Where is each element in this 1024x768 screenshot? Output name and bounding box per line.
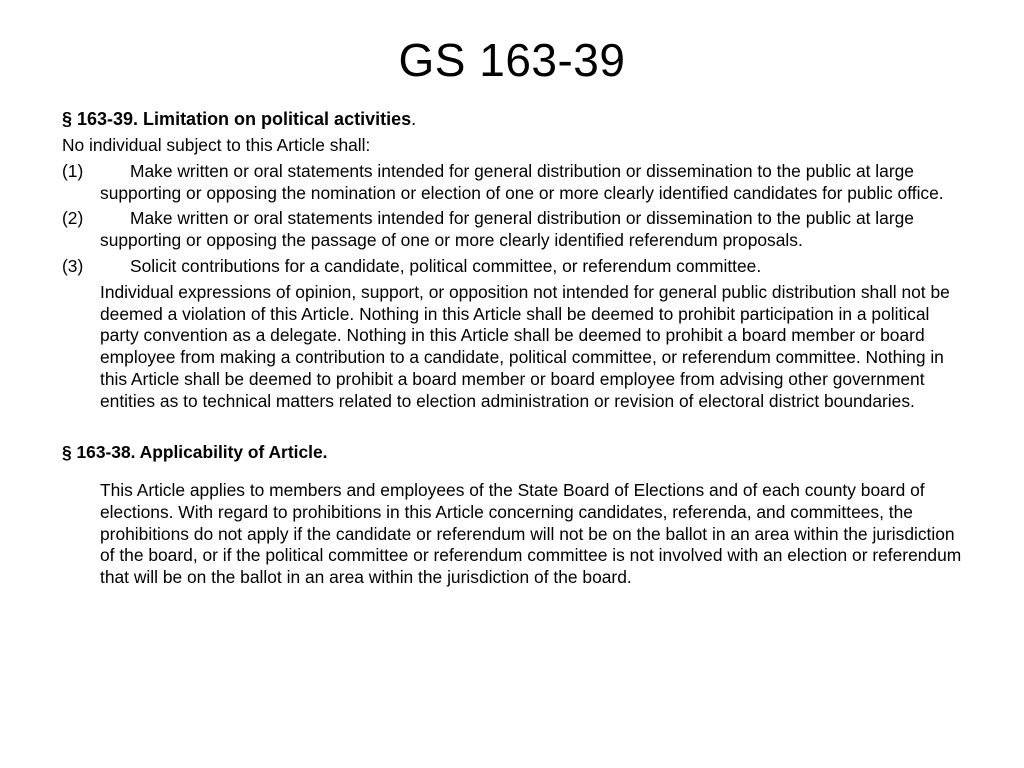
slide-title: GS 163-39: [398, 34, 626, 86]
section-163-38-text: This Article applies to members and employees of the State Board of Elections and of each county board of elections. With regard to prohibitions in this Article concerning candidates, referenda, and committees, the prohibitions do not apply if the candidate or referendum will not be on the ballot in an area within the jurisdiction of the board, or if the political committee or referendum committee is not involved with an election or referendum that will be on the ballot in an area within the jurisdiction of the board.: [100, 479, 962, 588]
section-163-38-heading: § 163-38. Applicability of Article.: [62, 441, 328, 462]
section-163-39-heading: [62, 107, 962, 131]
section-163-39-heading-text: § 163-39. Limitation on political activities: [62, 109, 412, 129]
section-163-39-intro: No individual subject to this Article shall:: [62, 135, 371, 155]
slide-body: [62, 107, 962, 589]
list-item-1: [62, 161, 962, 205]
list-item-2: [62, 208, 962, 252]
list-item-number: (1): [62, 160, 84, 181]
list-item-number: (2): [62, 208, 84, 229]
section-163-39-closing: Individual expressions of opinion, support, or opposition not intended for general public distribution shall not be deemed a violation of this Article. Nothing in this Article shall be deemed to prohibit participation in a political party convention as a delegate. Nothing in this Article shall be deemed to prohibit a board member or board employee from making a contribution to a candidate, political committee, or referendum committee. Nothing in this Article shall be deemed to prohibit a board member or board employee from advising other government entities as to technical matters related to election administration or revision of electoral district boundaries.: [100, 281, 950, 411]
list-item-number: (3): [62, 255, 84, 276]
section-163-39-heading-period: .: [411, 109, 417, 129]
list-item-3: [62, 256, 962, 278]
list-item-text: Make written or oral statements intended for general distribution or dissemination to the public at large supporting or opposing the passage of one or more clearly identified referendum proposals.: [100, 208, 914, 251]
list-item-text: Solicit contributions for a candidate, political committee, or referendum committee.: [130, 255, 762, 276]
list-item-text: Make written or oral statements intended for general distribution or dissemination to the public at large supporting or opposing the nomination or election of one or more clearly identified candidates for public office.: [100, 160, 944, 203]
